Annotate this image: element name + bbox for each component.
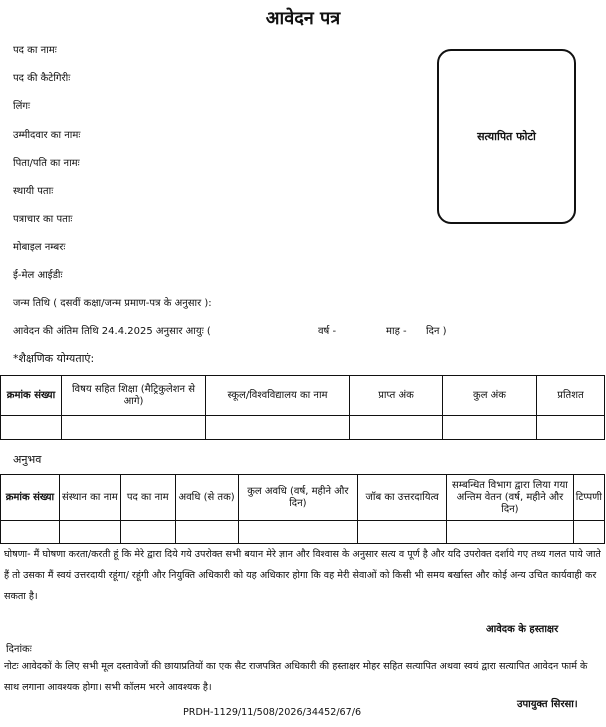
education-cell[interactable] bbox=[62, 416, 206, 440]
experience-cell[interactable] bbox=[447, 521, 574, 544]
experience-cell[interactable] bbox=[358, 521, 447, 544]
education-table bbox=[0, 375, 605, 440]
education-cell[interactable] bbox=[537, 416, 605, 440]
experience-header-responsibility: जॉब का उत्तरदायित्व bbox=[358, 475, 447, 521]
education-row[interactable] bbox=[1, 416, 605, 440]
age-label: आवेदन की अंतिम तिथि 24.4.2025 अनुसार आयुः ( bbox=[13, 326, 211, 337]
age-years-label: वर्ष - bbox=[318, 326, 337, 337]
field-email-id: ई-मेल आईडीः bbox=[13, 270, 63, 281]
field-date-of-birth: जन्म तिथि ( दसवीं कक्षा/जन्म प्रमाण-पत्र के अनुसार ): bbox=[13, 298, 212, 309]
experience-cell[interactable] bbox=[573, 521, 604, 544]
experience-cell[interactable] bbox=[59, 521, 120, 544]
form-title: आवेदन पत्र bbox=[265, 8, 341, 29]
education-cell[interactable] bbox=[206, 416, 350, 440]
field-candidate-name: उम्मीदवार का नामः bbox=[13, 130, 81, 141]
field-gender: लिंगः bbox=[13, 101, 31, 112]
experience-table bbox=[0, 474, 605, 544]
education-header-marks-obtained: प्राप्त अंक bbox=[350, 376, 443, 416]
experience-row[interactable] bbox=[1, 521, 605, 544]
field-age bbox=[13, 323, 473, 337]
declaration-text: घोषणा- मैं घोषणा करता/करती हूं कि मेरे द्वारा दिये गये उपरोक्त सभी बयान मेरे ज्ञान और विश्वास के अनुसार सत्य व पूर्ण है और यदि उपरोक्त दर्शाये गए तथ्य गलत पाये जाते हैं तो उसका मैं स्वयं उत्तरदायी रहूंगा/ रहूंगी और नियुक्ति अधिकारी को यह अधिकार होगा कि वह मेरी सेवाओं को किसी भी समय बर्खास्त और कोई अन्य उचित कार्यवाही कर सकता है। bbox=[4, 549, 601, 602]
education-header-serial: क्रमांक संख्या bbox=[1, 376, 62, 416]
field-post-name: पद का नामः bbox=[13, 45, 57, 56]
experience-header-institution: संस्थान का नाम bbox=[59, 475, 120, 521]
experience-header-duration: अवधि (से तक) bbox=[175, 475, 238, 521]
experience-title: अनुभव bbox=[13, 453, 42, 466]
experience-header-remarks: टिप्पणी bbox=[573, 475, 604, 521]
education-title: *शैक्षणिक योग्यताएं: bbox=[13, 352, 95, 365]
education-header-total-marks: कुल अंक bbox=[443, 376, 537, 416]
age-months-label: माह - bbox=[386, 326, 407, 337]
experience-cell[interactable] bbox=[175, 521, 238, 544]
photo-box[interactable] bbox=[437, 49, 576, 224]
date-label: दिनांकः bbox=[6, 644, 32, 655]
education-cell[interactable] bbox=[350, 416, 443, 440]
experience-cell[interactable] bbox=[238, 521, 358, 544]
field-permanent-address: स्थायी पताः bbox=[13, 186, 54, 197]
education-header-subject: विषय सहित शिक्षा (मैट्रिकुलेशन से आगे) bbox=[62, 376, 206, 416]
experience-cell[interactable] bbox=[1, 521, 60, 544]
education-header-institution: स्कूल/विश्वविद्यालय का नाम bbox=[206, 376, 350, 416]
age-days-label: दिन ) bbox=[426, 326, 447, 337]
field-father-husband-name: पिता/पति का नामः bbox=[13, 158, 80, 169]
field-correspondence-address: पत्राचार का पताः bbox=[13, 214, 73, 225]
experience-header-last-salary: सम्बन्धित विभाग द्वारा लिया गया अन्तिम वेतन (वर्ष, महीने और दिन) bbox=[447, 475, 574, 521]
education-cell[interactable] bbox=[443, 416, 537, 440]
photo-label: सत्यापित फोटो bbox=[477, 130, 536, 143]
field-post-category: पद की कैटेगिरीः bbox=[13, 73, 71, 84]
experience-header-serial: क्रमांक संख्या bbox=[1, 475, 60, 521]
education-header-percentage: प्रतिशत bbox=[537, 376, 605, 416]
experience-cell[interactable] bbox=[120, 521, 175, 544]
experience-header-post: पद का नाम bbox=[120, 475, 175, 521]
education-cell[interactable] bbox=[1, 416, 62, 440]
applicant-signature-label: आवेदक के हस्ताक्षर bbox=[486, 624, 559, 635]
reference-number: PRDH-1129/11/508/2026/34452/67/6 bbox=[183, 707, 362, 718]
deputy-commissioner-label: उपायुक्त सिरसा। bbox=[517, 699, 578, 710]
field-mobile-number: मोबाइल नम्बरः bbox=[13, 242, 66, 253]
experience-header-total-duration: कुल अवधि (वर्ष, महीने और दिन) bbox=[238, 475, 358, 521]
note-text: नोटः आवेदकों के लिए सभी मूल दस्तावेजों की छायाप्रतियों का एक सैट राजपत्रित अधिकारी की हस्ताक्षर मोहर सहित सत्यापित अथवा स्वयं द्वारा सत्यापित आवेदन फार्म के साथ लगाना आवश्यक होगा। सभी कॉलम भरने आवश्यक है। bbox=[4, 661, 588, 693]
